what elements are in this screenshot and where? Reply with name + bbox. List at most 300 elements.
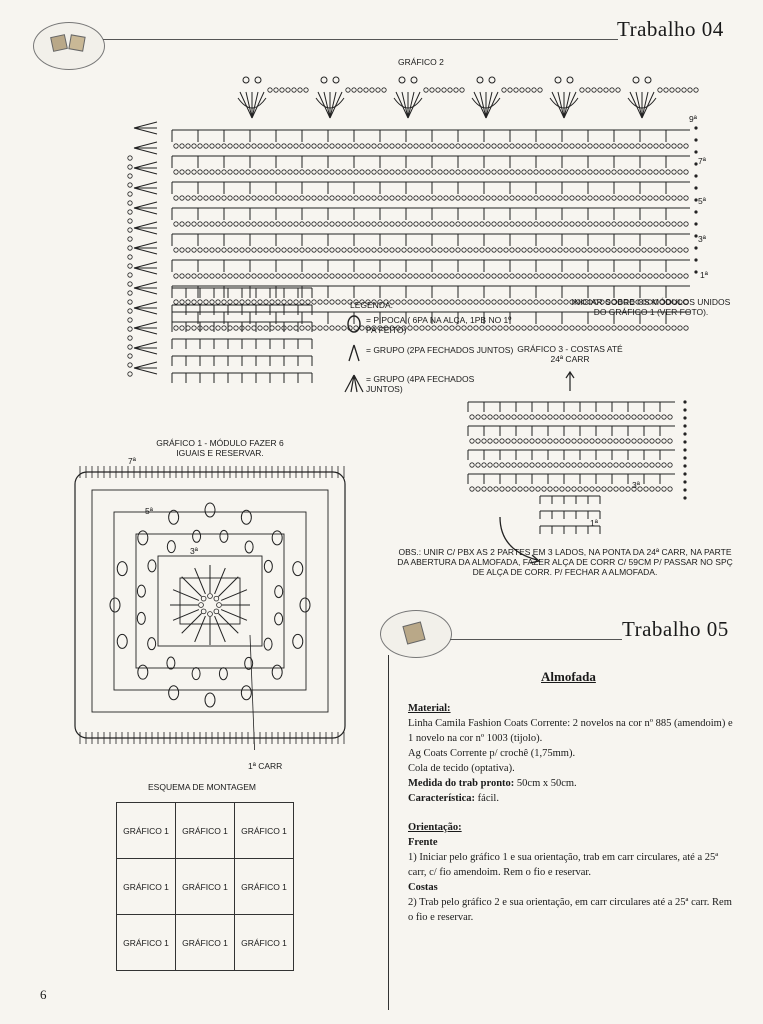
chain-stitch <box>366 196 370 200</box>
trabalho05-title: Trabalho 05 <box>622 617 729 641</box>
chain-stitch <box>534 170 538 174</box>
chain-stitch <box>294 274 298 278</box>
chain-stitch <box>582 222 586 226</box>
chain-stitch <box>288 170 292 174</box>
chain-stitch <box>318 144 322 148</box>
chain-stitch <box>336 248 340 252</box>
chain-stitch <box>282 196 286 200</box>
chain-stitch <box>426 248 430 252</box>
slip-stitch <box>694 138 697 141</box>
chain-stitch <box>522 326 526 330</box>
chain-stitch <box>372 196 376 200</box>
chain-stitch <box>282 300 286 304</box>
chain-stitch <box>228 300 232 304</box>
page-number: 6 <box>40 987 47 1002</box>
chain-stitch <box>518 463 522 467</box>
stitch-stroke <box>215 568 226 594</box>
chain-stitch <box>632 463 636 467</box>
chain-stitch <box>174 274 178 278</box>
chain-stitch <box>474 144 478 148</box>
scheme-grid <box>116 802 294 971</box>
chain-stitch <box>420 300 424 304</box>
chain-stitch <box>222 274 226 278</box>
chain-stitch <box>572 439 576 443</box>
chain-stitch <box>522 222 526 226</box>
stitch-stroke <box>215 616 226 642</box>
chain-stitch <box>192 326 196 330</box>
chain-stitch <box>396 170 400 174</box>
popcorn-stitch <box>272 531 282 545</box>
chain-stitch <box>378 170 382 174</box>
chain-stitch <box>518 487 522 491</box>
chain-stitch <box>594 222 598 226</box>
chain-stitch <box>684 248 688 252</box>
chain-stitch <box>438 196 442 200</box>
chain-stitch <box>510 248 514 252</box>
chain-stitch <box>408 248 412 252</box>
scheme-cell: GRÁFICO 1 <box>117 859 176 915</box>
chain-stitch <box>192 300 196 304</box>
chain-stitch <box>606 196 610 200</box>
chain-stitch <box>528 144 532 148</box>
chain-stitch <box>520 88 524 92</box>
chain-stitch <box>384 222 388 226</box>
popcorn-stitch <box>167 541 175 553</box>
chain-stitch <box>654 222 658 226</box>
fan-stitch <box>134 342 157 354</box>
chain-stitch <box>614 439 618 443</box>
chain-stitch <box>234 222 238 226</box>
chain-stitch <box>128 372 132 376</box>
chain-stitch <box>618 274 622 278</box>
chain-stitch <box>590 463 594 467</box>
chain-stitch <box>354 222 358 226</box>
chain-stitch <box>624 274 628 278</box>
chain-stitch <box>217 603 222 608</box>
chain-stitch <box>430 88 434 92</box>
chain-stitch <box>324 170 328 174</box>
chain-stitch <box>128 237 132 241</box>
chain-stitch <box>354 274 358 278</box>
chain-stitch <box>222 196 226 200</box>
fan-stitch <box>134 362 157 374</box>
chain-stitch <box>378 222 382 226</box>
chain-stitch <box>372 144 376 148</box>
popcorn-stitch <box>137 585 145 597</box>
chain-stitch <box>264 144 268 148</box>
picot <box>645 77 651 83</box>
chain-stitch <box>128 246 132 250</box>
chain-stitch <box>528 222 532 226</box>
chain-stitch <box>510 300 514 304</box>
size-line <box>408 776 738 791</box>
material-line: Ag Coats Corrente p/ crochê (1,75mm). <box>408 748 576 759</box>
chain-stitch <box>582 274 586 278</box>
chain-stitch <box>128 327 132 331</box>
popcorn-stitch <box>275 613 283 625</box>
chain-stitch <box>330 300 334 304</box>
chain-stitch <box>480 222 484 226</box>
picot <box>399 77 405 83</box>
chain-stitch <box>494 415 498 419</box>
popcorn-stitch <box>293 562 303 576</box>
chain-stitch <box>620 487 624 491</box>
chain-stitch <box>560 439 564 443</box>
chain-stitch <box>678 248 682 252</box>
fan-stitch <box>402 92 408 118</box>
chain-stitch <box>234 144 238 148</box>
chain-stitch <box>570 274 574 278</box>
chain-stitch <box>376 88 380 92</box>
chain-stitch <box>414 248 418 252</box>
chain-stitch <box>270 300 274 304</box>
chain-stitch <box>594 274 598 278</box>
chain-stitch <box>324 248 328 252</box>
chain-stitch <box>558 300 562 304</box>
chain-stitch <box>294 144 298 148</box>
chain-stitch <box>270 274 274 278</box>
chain-stitch <box>492 144 496 148</box>
picot <box>477 77 483 83</box>
chain-stitch <box>576 170 580 174</box>
chain-stitch <box>234 170 238 174</box>
chain-stitch <box>216 326 220 330</box>
chain-stitch <box>662 487 666 491</box>
chain-stitch <box>180 196 184 200</box>
chain-stitch <box>642 248 646 252</box>
chain-stitch <box>208 612 213 617</box>
chain-stitch <box>596 487 600 491</box>
slip-stitch <box>694 222 697 225</box>
slip-stitch <box>683 488 686 491</box>
chain-stitch <box>542 487 546 491</box>
chain-stitch <box>510 144 514 148</box>
chain-stitch <box>614 487 618 491</box>
chain-stitch <box>292 88 296 92</box>
chain-stitch <box>228 222 232 226</box>
chain-stitch <box>372 170 376 174</box>
chain-stitch <box>552 326 556 330</box>
chain-stitch <box>460 88 464 92</box>
chain-stitch <box>354 248 358 252</box>
chain-stitch <box>522 170 526 174</box>
slip-stitch <box>683 464 686 467</box>
chain-stitch <box>582 248 586 252</box>
feature-line <box>408 791 738 806</box>
chain-stitch <box>128 336 132 340</box>
scheme-row <box>117 803 294 859</box>
chain-stitch <box>384 144 388 148</box>
slip-stitch <box>683 472 686 475</box>
chain-stitch <box>684 222 688 226</box>
chain-stitch <box>576 274 580 278</box>
chain-stitch <box>508 88 512 92</box>
chain-stitch <box>530 463 534 467</box>
chain-stitch <box>576 196 580 200</box>
chain-stitch <box>624 326 628 330</box>
chain-stitch <box>360 170 364 174</box>
chain-stitch <box>128 201 132 205</box>
chain-stitch <box>540 300 544 304</box>
popcorn-stitch <box>117 562 127 576</box>
column-divider <box>388 655 389 1010</box>
chain-stitch <box>128 282 132 286</box>
chain-stitch <box>396 196 400 200</box>
chain-stitch <box>620 463 624 467</box>
chain-stitch <box>606 170 610 174</box>
slip-stitch <box>683 480 686 483</box>
chain-stitch <box>510 170 514 174</box>
chain-stitch <box>304 88 308 92</box>
chain-stitch <box>456 144 460 148</box>
chain-stitch <box>216 170 220 174</box>
chain-stitch <box>204 248 208 252</box>
chain-stitch <box>684 170 688 174</box>
popcorn-stitch <box>167 657 175 669</box>
feature-value: fácil. <box>477 793 499 804</box>
fan-stitch <box>134 122 157 134</box>
chain-stitch <box>570 170 574 174</box>
fan-stitch <box>636 92 642 118</box>
chain-stitch <box>522 196 526 200</box>
chain-stitch <box>210 222 214 226</box>
popcorn-stitch <box>137 612 145 624</box>
chart2-row-label-7: 7ª <box>698 156 706 166</box>
chain-stitch <box>538 88 542 92</box>
chain-stitch <box>324 274 328 278</box>
chain-stitch <box>666 170 670 174</box>
chain-stitch <box>192 248 196 252</box>
chain-stitch <box>222 170 226 174</box>
chain-stitch <box>128 363 132 367</box>
chain-stitch <box>480 196 484 200</box>
chain-stitch <box>240 196 244 200</box>
chain-stitch <box>558 248 562 252</box>
chain-stitch <box>488 415 492 419</box>
chain-stitch <box>570 222 574 226</box>
chain-stitch <box>488 487 492 491</box>
chain-stitch <box>408 196 412 200</box>
chain-stitch <box>346 88 350 92</box>
slip-stitch <box>694 270 697 273</box>
chain-stitch <box>468 222 472 226</box>
chain-stitch <box>624 222 628 226</box>
chain-stitch <box>462 144 466 148</box>
chain-stitch <box>512 487 516 491</box>
chain-stitch <box>360 144 364 148</box>
chain-stitch <box>306 300 310 304</box>
chain-stitch <box>222 248 226 252</box>
chain-stitch <box>330 144 334 148</box>
chain-stitch <box>468 274 472 278</box>
chain-stitch <box>486 248 490 252</box>
chain-stitch <box>534 326 538 330</box>
chain-stitch <box>654 196 658 200</box>
fan-stitch <box>134 242 157 254</box>
slip-stitch <box>694 186 697 189</box>
chain-stitch <box>602 463 606 467</box>
fan-stitch <box>246 92 252 118</box>
chain-stitch <box>174 196 178 200</box>
chain-stitch <box>486 222 490 226</box>
chain-stitch <box>210 144 214 148</box>
chain-stitch <box>216 222 220 226</box>
chain-stitch <box>414 222 418 226</box>
chain-stitch <box>312 300 316 304</box>
chain-stitch <box>258 144 262 148</box>
chain-stitch <box>186 144 190 148</box>
chain-stitch <box>384 248 388 252</box>
chain-stitch <box>288 300 292 304</box>
chain-stitch <box>528 196 532 200</box>
chain-stitch <box>186 170 190 174</box>
chain-stitch <box>360 248 364 252</box>
chain-stitch <box>222 144 226 148</box>
chain-stitch <box>280 88 284 92</box>
chain-stitch <box>174 300 178 304</box>
chain-stitch <box>576 326 580 330</box>
popcorn-stitch <box>193 530 201 542</box>
chain-stitch <box>666 248 670 252</box>
size-label: Medida do trab pronto: <box>408 778 515 789</box>
chain-stitch <box>330 196 334 200</box>
chain-stitch <box>330 222 334 226</box>
slip-stitch <box>683 496 686 499</box>
chain-stitch <box>564 144 568 148</box>
chain-stitch <box>234 196 238 200</box>
fan-stitch <box>134 142 157 154</box>
chain-stitch <box>408 300 412 304</box>
chain-stitch <box>228 274 232 278</box>
chain-stitch <box>252 222 256 226</box>
fan-stitch <box>552 92 564 118</box>
chain-stitch <box>488 463 492 467</box>
chain-stitch <box>498 248 502 252</box>
chain-stitch <box>660 222 664 226</box>
fan-stitch <box>252 92 258 118</box>
chain-stitch <box>426 170 430 174</box>
fan-stitch <box>330 92 342 118</box>
popcorn-stitch <box>241 686 251 700</box>
chain-stitch <box>342 196 346 200</box>
chain-stitch <box>576 248 580 252</box>
chain-stitch <box>286 88 290 92</box>
chain-stitch <box>474 274 478 278</box>
fan-stitch <box>134 282 157 294</box>
fan-stitch <box>134 202 157 214</box>
chain-stitch <box>360 196 364 200</box>
chart2-title: GRÁFICO 2 <box>398 57 444 67</box>
chain-stitch <box>318 222 322 226</box>
chain-stitch <box>654 144 658 148</box>
chain-stitch <box>664 88 668 92</box>
chain-stitch <box>324 222 328 226</box>
chain-stitch <box>294 170 298 174</box>
chain-stitch <box>300 196 304 200</box>
chain-stitch <box>626 439 630 443</box>
chain-stitch <box>608 463 612 467</box>
chain-stitch <box>504 300 508 304</box>
popcorn-stitch <box>300 598 310 612</box>
chain-stitch <box>298 88 302 92</box>
popcorn-stitch <box>219 668 227 680</box>
chain-stitch <box>608 487 612 491</box>
chain-stitch <box>208 594 213 599</box>
chain-stitch <box>618 248 622 252</box>
chain-stitch <box>666 274 670 278</box>
chain-stitch <box>408 144 412 148</box>
chain-stitch <box>638 463 642 467</box>
chain-stitch <box>504 222 508 226</box>
chain-stitch <box>258 326 262 330</box>
chain-stitch <box>594 170 598 174</box>
chain-stitch <box>572 463 576 467</box>
chain-stitch <box>276 144 280 148</box>
chain-stitch <box>540 170 544 174</box>
chain-stitch <box>516 274 520 278</box>
chain-stitch <box>630 196 634 200</box>
chain-stitch <box>612 144 616 148</box>
chain-stitch <box>274 88 278 92</box>
popcorn-stitch <box>275 586 283 598</box>
chain-stitch <box>648 144 652 148</box>
chain-stitch <box>654 274 658 278</box>
chain-stitch <box>648 274 652 278</box>
chain-stitch <box>522 274 526 278</box>
stitch-stroke <box>218 577 238 597</box>
chain-stitch <box>590 439 594 443</box>
chain-stitch <box>672 222 676 226</box>
chain-stitch <box>624 196 628 200</box>
chain-stitch <box>510 274 514 278</box>
chain-stitch <box>330 170 334 174</box>
chain-stitch <box>210 196 214 200</box>
chain-stitch <box>534 222 538 226</box>
chain-stitch <box>408 170 412 174</box>
chain-stitch <box>578 487 582 491</box>
chain-stitch <box>470 415 474 419</box>
chain-stitch <box>372 274 376 278</box>
chain-stitch <box>204 170 208 174</box>
chain-stitch <box>216 196 220 200</box>
chain-stitch <box>294 300 298 304</box>
chain-stitch <box>648 222 652 226</box>
chain-stitch <box>204 326 208 330</box>
chain-stitch <box>470 439 474 443</box>
chain-stitch <box>264 300 268 304</box>
chain-stitch <box>512 463 516 467</box>
chain-stitch <box>642 196 646 200</box>
chain-stitch <box>626 463 630 467</box>
chain-stitch <box>534 300 538 304</box>
chain-stitch <box>282 248 286 252</box>
chain-stitch <box>288 222 292 226</box>
chain-stitch <box>198 248 202 252</box>
chain-stitch <box>282 170 286 174</box>
chain-stitch <box>506 487 510 491</box>
chain-stitch <box>596 439 600 443</box>
chain-stitch <box>216 274 220 278</box>
chain-stitch <box>324 300 328 304</box>
page-title: Trabalho 04 <box>617 17 724 41</box>
chain-stitch <box>678 196 682 200</box>
chain-stitch <box>270 248 274 252</box>
chain-stitch <box>234 274 238 278</box>
chain-stitch <box>566 415 570 419</box>
chain-stitch <box>450 144 454 148</box>
chain-stitch <box>364 88 368 92</box>
fan-stitch <box>486 92 492 118</box>
